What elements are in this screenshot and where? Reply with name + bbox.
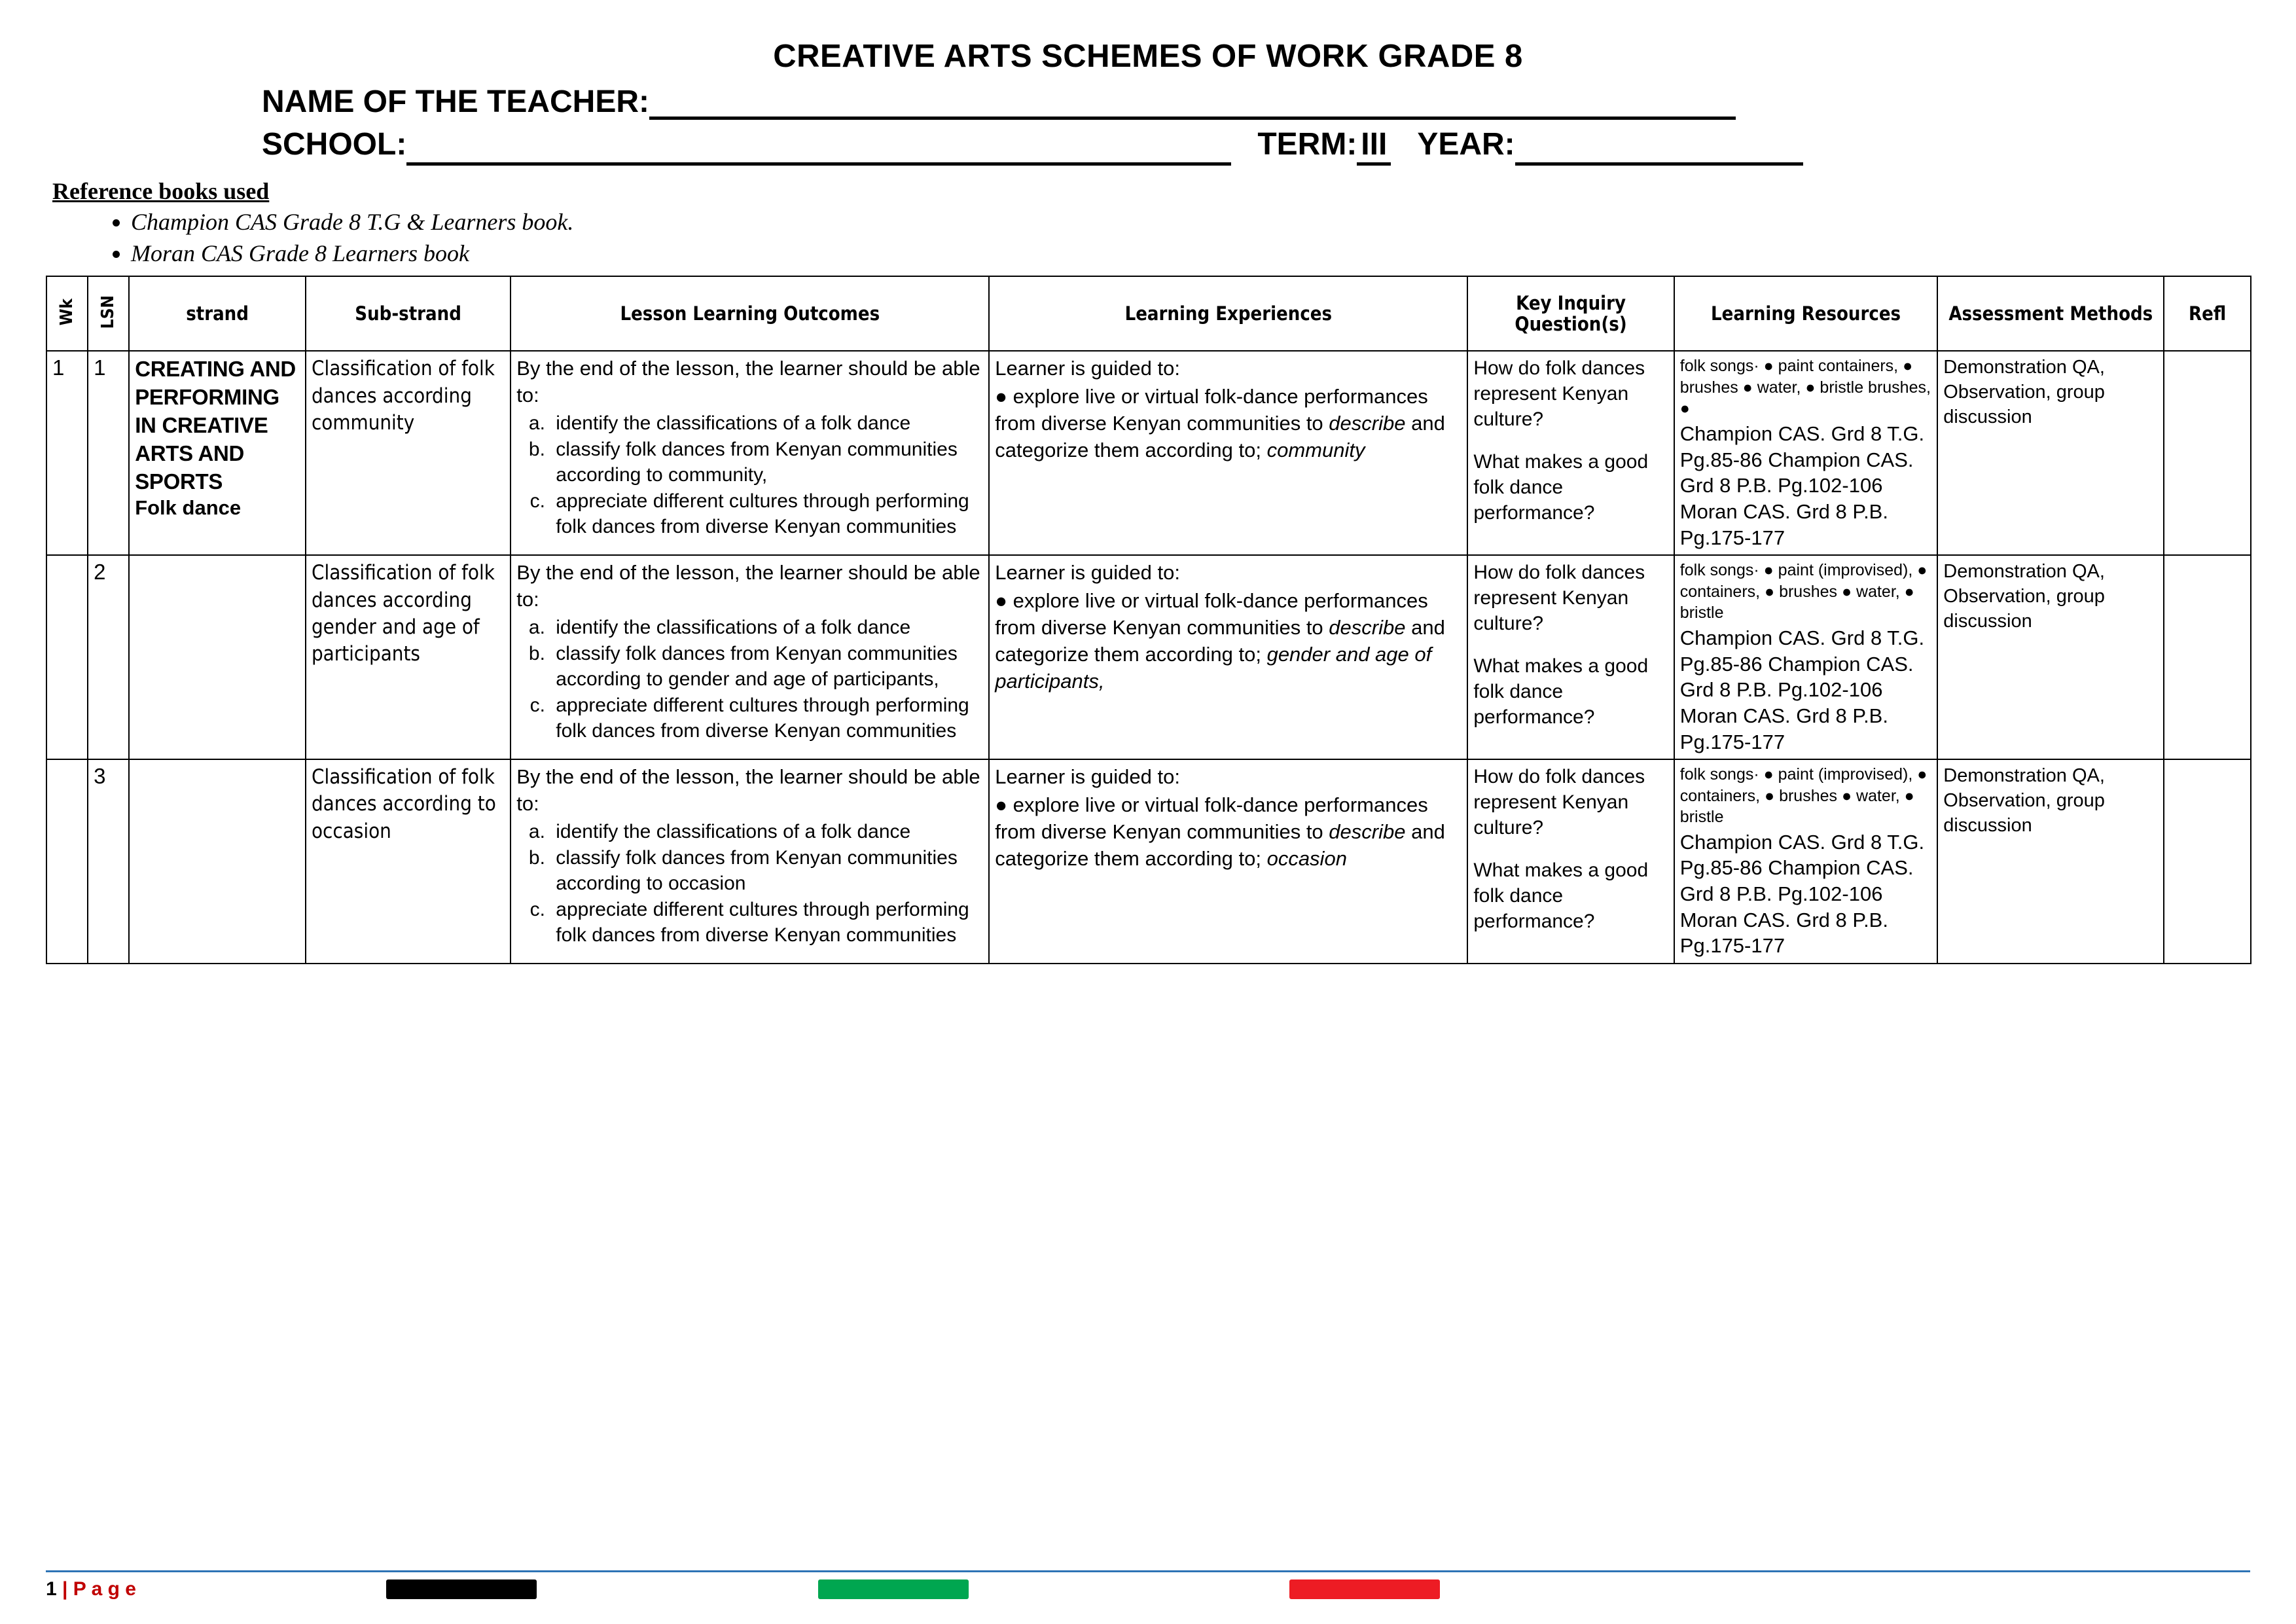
cell-assessment [1937, 351, 2164, 555]
reference-books-heading: Reference books used [52, 178, 270, 204]
kiq-question-1: How do folk dances represent Kenyan culture? [1473, 357, 1645, 431]
col-header-key-inquiry: Key Inquiry Question(s) [1467, 276, 1674, 351]
experience-emphasis-2: community [1266, 439, 1365, 462]
list-item: a. identify the classifications of a folk dance [550, 615, 983, 640]
strand-main: CREATING AND PERFORMING IN CREATIVE ARTS AND SPORTS [135, 357, 296, 494]
col-header-wk: Wk [46, 276, 88, 351]
experience-text [995, 384, 1462, 464]
cell-reflection[interactable] [2164, 351, 2251, 555]
cell-lesson: 2 [88, 555, 129, 759]
term-value[interactable]: III [1357, 126, 1391, 166]
list-item: • Moran CAS Grade 8 Learners book [131, 238, 2250, 269]
cell-outcomes [511, 555, 989, 759]
list-item: c. appreciate different cultures through performing folk dances from diverse Kenyan communities [550, 897, 983, 948]
experience-pre: ● explore live or virtual folk-dance performances from diverse Kenyan communities to [995, 385, 1428, 435]
col-header-reflection: Refl [2164, 276, 2251, 351]
cell-resources [1674, 759, 1938, 964]
cell-experiences [989, 759, 1467, 964]
col-header-strand: strand [129, 276, 306, 351]
list-item: b. classify folk dances from Kenyan communities according to gender and age of participants, [550, 641, 983, 692]
page-title: CREATIVE ARTS SCHEMES OF WORK GRADE 8 [773, 39, 1523, 74]
cell-lesson: 1 [88, 351, 129, 555]
teacher-name-blank[interactable] [649, 92, 1736, 120]
table-row [46, 759, 2251, 964]
teacher-name-label: NAME OF THE TEACHER: [262, 84, 649, 119]
outcome-list [516, 819, 983, 948]
list-item: a. identify the classifications of a folk dance [550, 410, 983, 436]
experience-emphasis-1: describe [1329, 616, 1406, 640]
cell-strand [129, 351, 306, 555]
col-header-substrand: Sub-strand [306, 276, 511, 351]
experience-lead: Learner is guided to: [995, 765, 1180, 789]
experience-mid: and categorize them according to; [995, 820, 1445, 870]
experience-text [995, 792, 1462, 873]
cell-experiences [989, 351, 1467, 555]
experience-mid: and categorize them according to; [995, 412, 1445, 462]
cell-substrand: Classification of folk dances according community [306, 351, 511, 555]
experience-emphasis-2: gender and age of participants, [995, 643, 1432, 693]
assessment-text: Demonstration QA, Observation, group discussion [1943, 561, 2105, 632]
teacher-name-line [46, 84, 2250, 120]
experience-pre: ● explore live or virtual folk-dance performances from diverse Kenyan communities to [995, 589, 1428, 640]
kiq-question-2: What makes a good folk dance performance? [1473, 655, 1649, 729]
outcome-list [516, 410, 983, 539]
col-header-outcomes: Lesson Learning Outcomes [511, 276, 989, 351]
outcome-lead: By the end of the lesson, the learner should be able to: [516, 765, 980, 816]
year-label: YEAR: [1417, 127, 1515, 162]
reference-books-list [46, 206, 2250, 269]
table-row [46, 555, 2251, 759]
cell-week [46, 759, 88, 964]
table-row [46, 351, 2251, 555]
page-number [46, 1578, 136, 1600]
school-term-year-line [46, 126, 2250, 166]
list-item: b. classify folk dances from Kenyan communities according to occasion [550, 845, 983, 896]
cell-week [46, 555, 88, 759]
school-label: SCHOOL: [262, 127, 407, 162]
footer-divider [46, 1570, 2250, 1572]
cell-outcomes [511, 351, 989, 555]
list-item: a. identify the classifications of a folk dance [550, 819, 983, 844]
col-header-lsn: LSN [88, 276, 129, 351]
assessment-text: Demonstration QA, Observation, group discussion [1943, 765, 2105, 836]
experience-emphasis-1: describe [1329, 412, 1406, 435]
cell-outcomes [511, 759, 989, 964]
col-header-resources: Learning Resources [1674, 276, 1938, 351]
experience-emphasis-1: describe [1329, 820, 1406, 843]
footer-bar-green [818, 1579, 969, 1599]
resources-materials: folk songs· ● paint (improvised), ● containers, ● brushes ● water, ● bristle [1679, 561, 1928, 623]
outcome-lead: By the end of the lesson, the learner should be able to: [516, 561, 980, 611]
footer-bar-red [1289, 1579, 1440, 1599]
outcome-lead: By the end of the lesson, the learner should be able to: [516, 357, 980, 407]
col-header-assessment: Assessment Methods [1937, 276, 2164, 351]
school-blank[interactable] [406, 137, 1231, 166]
cell-week: 1 [46, 351, 88, 555]
list-item: c. appreciate different cultures through performing folk dances from diverse Kenyan communities [550, 693, 983, 744]
kiq-question-2: What makes a good folk dance performance? [1473, 451, 1649, 524]
table-header-row [46, 276, 2251, 351]
cell-strand [129, 759, 306, 964]
col-header-experiences: Learning Experiences [989, 276, 1467, 351]
cell-assessment [1937, 555, 2164, 759]
experience-text [995, 588, 1462, 695]
resources-books: Champion CAS. Grd 8 T.G. Pg.85-86 Champion CAS. Grd 8 P.B. Pg.102-106 Moran CAS. Grd 8 P.B. Pg.175-177 [1679, 422, 1925, 549]
schemes-of-work-table [46, 276, 2251, 964]
experience-pre: ● explore live or virtual folk-dance performances from diverse Kenyan communities to [995, 793, 1428, 843]
year-blank[interactable] [1515, 137, 1803, 166]
page-number-label: | P a g e [62, 1578, 136, 1600]
resources-books: Champion CAS. Grd 8 T.G. Pg.85-86 Champion CAS. Grd 8 P.B. Pg.102-106 Moran CAS. Grd 8 P.B. Pg.175-177 [1679, 626, 1925, 753]
kiq-question-2: What makes a good folk dance performance? [1473, 859, 1649, 933]
resources-materials: folk songs· ● paint containers, ● brushes ● water, ● bristle brushes, ● [1679, 357, 1931, 418]
kiq-question-1: How do folk dances represent Kenyan culture? [1473, 562, 1645, 635]
outcome-list [516, 615, 983, 744]
cell-lesson: 3 [88, 759, 129, 964]
cell-substrand: Classification of folk dances according gender and age of participants [306, 555, 511, 759]
cell-key-inquiry [1467, 351, 1674, 555]
assessment-text: Demonstration QA, Observation, group discussion [1943, 357, 2105, 427]
experience-mid: and categorize them according to; [995, 616, 1445, 666]
list-item: c. appreciate different cultures through performing folk dances from diverse Kenyan communities [550, 488, 983, 539]
term-label: TERM: [1257, 127, 1357, 162]
cell-reflection[interactable] [2164, 759, 2251, 964]
cell-assessment [1937, 759, 2164, 964]
resources-materials: folk songs· ● paint (improvised), ● containers, ● brushes ● water, ● bristle [1679, 765, 1928, 827]
cell-resources [1674, 555, 1938, 759]
resources-books: Champion CAS. Grd 8 T.G. Pg.85-86 Champion CAS. Grd 8 P.B. Pg.102-106 Moran CAS. Grd 8 P.B. Pg.175-177 [1679, 830, 1925, 958]
cell-key-inquiry [1467, 555, 1674, 759]
list-item: b. classify folk dances from Kenyan communities according to community, [550, 437, 983, 488]
strand-sub: Folk dance [135, 496, 242, 519]
footer-bar-black [386, 1579, 537, 1599]
experience-lead: Learner is guided to: [995, 357, 1180, 380]
page-footer [46, 1577, 2250, 1607]
page-number-value: 1 [46, 1578, 57, 1600]
list-item: • Champion CAS Grade 8 T.G & Learners book. [131, 206, 2250, 238]
cell-experiences [989, 555, 1467, 759]
cell-resources [1674, 351, 1938, 555]
cell-reflection[interactable] [2164, 555, 2251, 759]
cell-key-inquiry [1467, 759, 1674, 964]
cell-strand [129, 555, 306, 759]
experience-emphasis-2: occasion [1266, 846, 1347, 870]
kiq-question-1: How do folk dances represent Kenyan culture? [1473, 766, 1645, 839]
cell-substrand: Classification of folk dances according to occasion [306, 759, 511, 964]
experience-lead: Learner is guided to: [995, 561, 1180, 585]
